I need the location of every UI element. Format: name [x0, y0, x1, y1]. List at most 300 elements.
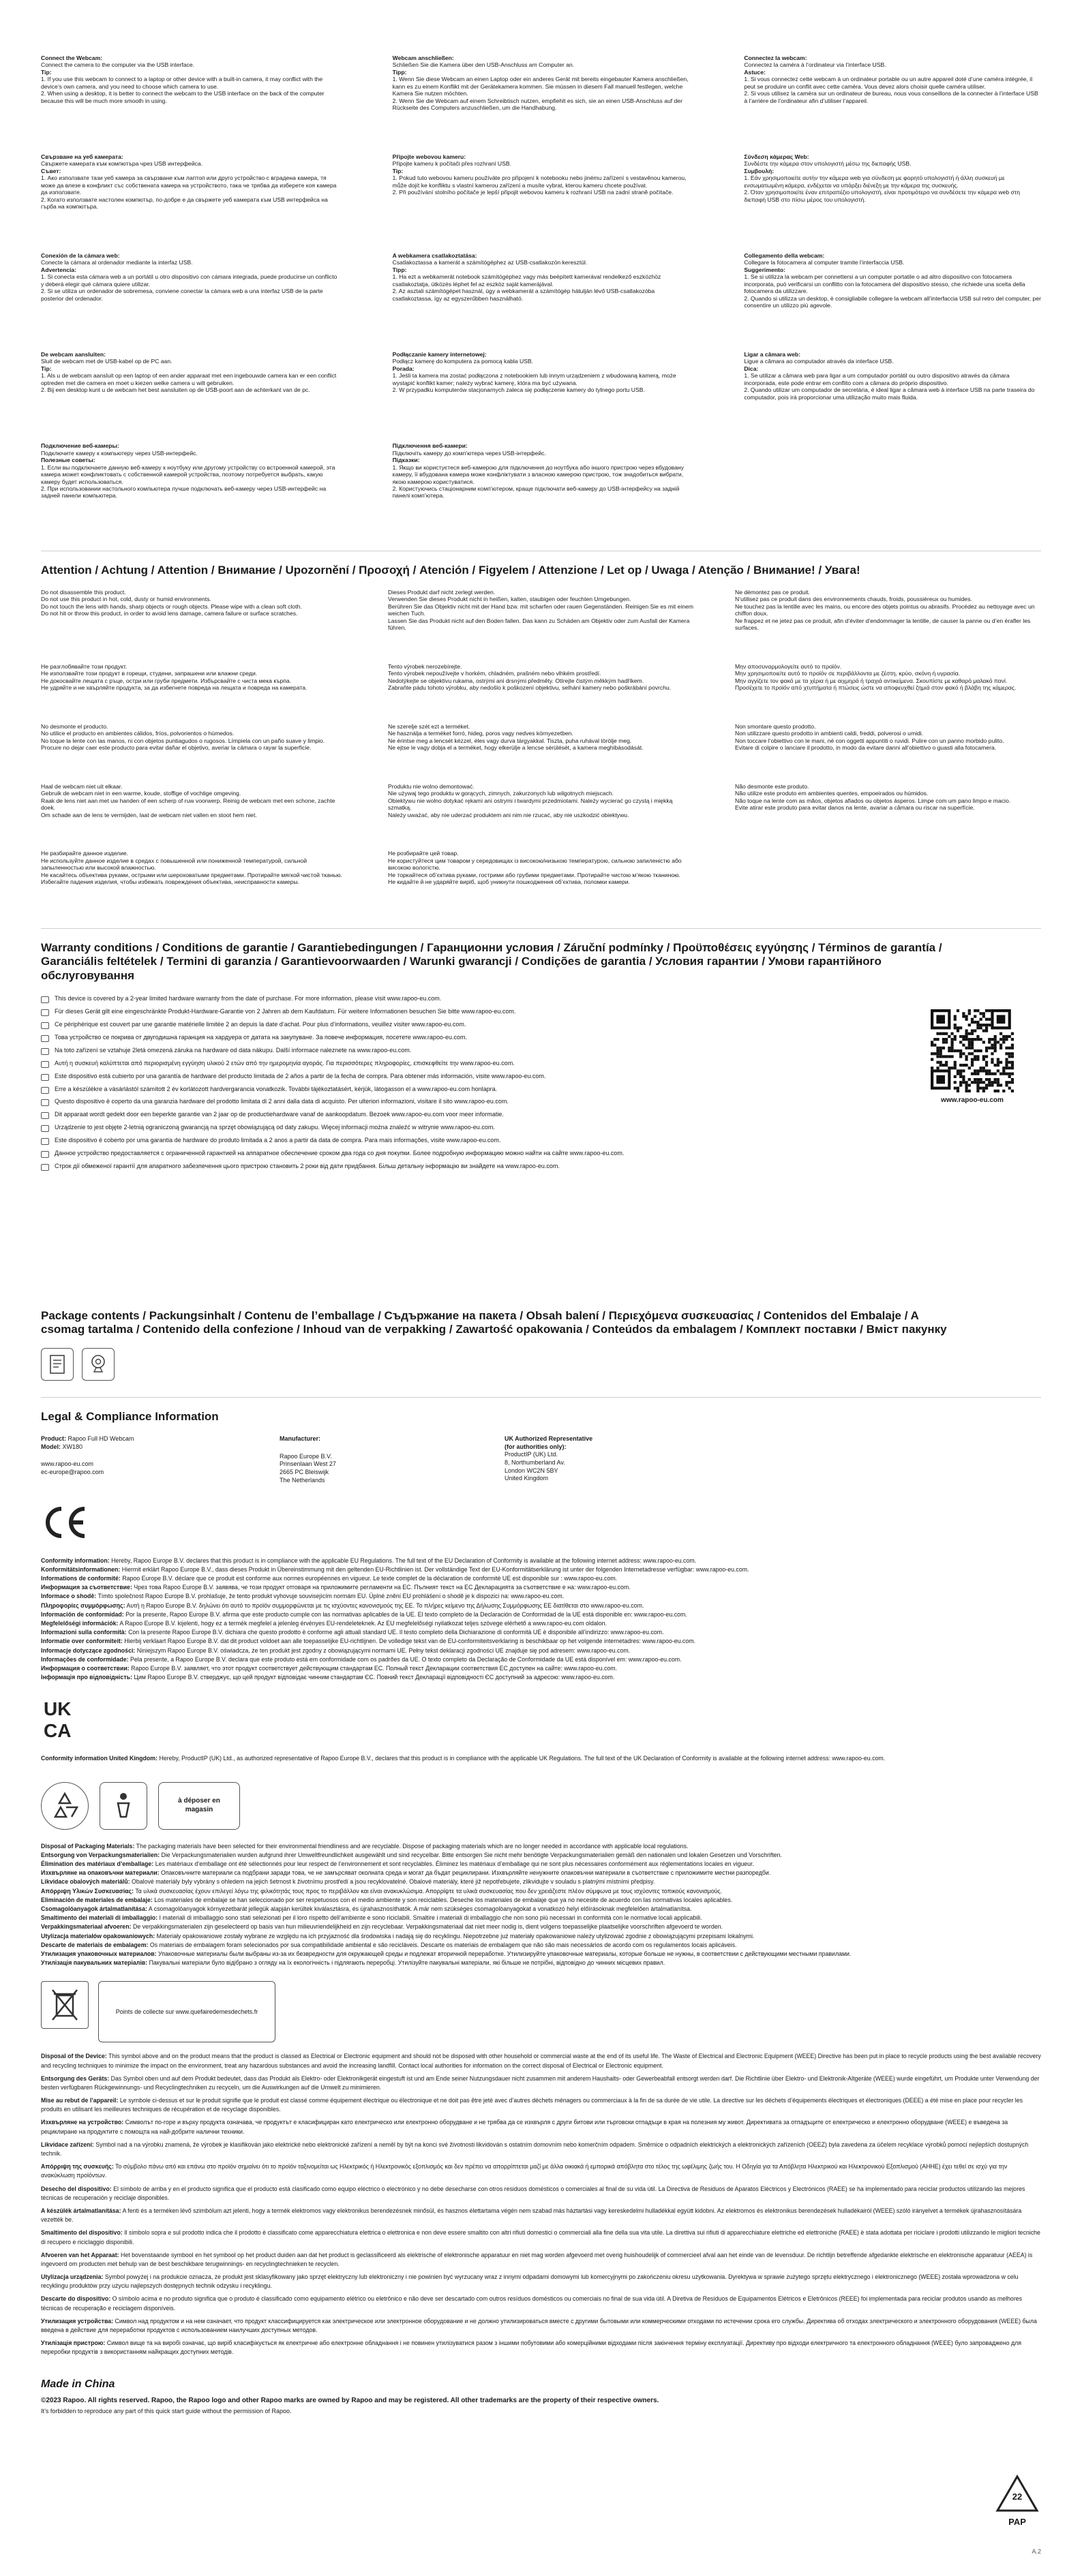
attention-block	[735, 723, 1041, 775]
conformity-lines	[41, 1557, 1041, 1683]
warranty-text: Este dispositivo é coberto por uma garantia de hardware do produto limitada a 2 anos a partir da data de compra. Para mais informações, visite www.rapoo-eu.com.	[55, 1137, 501, 1144]
block-heading: Conexión de la cámara web:	[41, 251, 120, 259]
block-line: Sluit de webcam met de USB-kabel op de PC aan.	[41, 358, 172, 365]
disposal-label: Descarte de materiais de embalagem:	[41, 1941, 149, 1948]
block-tip: 2. Si vous utilisez la caméra sur un ordinateur de bureau, nous vous conseillons de la connecter à l’interface USB à l’arrière de l’ordinateur afin d’utiliser l’appareil.	[744, 90, 1038, 104]
block-heading: Підключення веб-камери:	[392, 442, 468, 450]
disposal-text: Упаковочные материалы были выбраны из-за их безвредности для окружающей среды и подлежат вторичной переработке. Утилизируйте упаковочные материалы, которые больше не нужны, в соответствии с действующими местными правилами.	[158, 1950, 852, 1957]
attention-block	[388, 589, 694, 655]
warranty-text: Αυτή η συσκευή καλύπτεται από περιορισμένη εγγύηση υλικού 2 ετών από την ημερομηνία αγοράς. Για περισσότερες πληροφορίες, επισκεφθείτε την www.rapoo-eu.com.	[55, 1059, 515, 1067]
flag-icon	[41, 1022, 49, 1029]
disposal-paragraph-label: Desecho del dispositivo:	[41, 2185, 112, 2192]
ukca-mark-icon	[41, 1694, 89, 1742]
disposal-text: I materiali di imballaggio sono stati selezionati per il loro rispetto dell’ambiente e sono riciclabili. Smaltire i materiali di imballaggio che non sono più necessari in conformità con le normative locali applicabili.	[159, 1914, 702, 1922]
connect-block	[744, 351, 1041, 433]
attention-line: Non utilizzare questo prodotto in ambienti caldi, freddi, polverosi o umidi.	[735, 730, 924, 737]
uk-rep-sub: (for authorities only):	[505, 1443, 567, 1450]
attention-line: Dieses Produkt darf nicht zerlegt werden.	[388, 588, 496, 596]
attention-line: Tento výrobek nerozebírejte.	[388, 662, 462, 670]
disposal-paragraph-label: Утилизация устройства:	[41, 2317, 114, 2325]
disposal-paragraph-text: Символът по-горе и върху продукта означава, че продуктът е класифициран като електрическо или електронно оборудване и не трябва да се изхвърля с други битови или търговски отпадъци в края на полезния му живот. Директивата за отпадъците от електрическо и електронно оборудване (WEEE) е въведена за рециклиране на продуктите с помощта на най-добрите налични техники.	[41, 2119, 1008, 2135]
conformity-text: Hierbij verklaart Rapoo Europe B.V. dat dit product voldoet aan alle toepasselijke EU-richtlijnen. De volledige tekst van de EU-conformiteitsverklaring is beschikbaar op het volgende internetadres: www.rapoo-eu.com.	[124, 1638, 695, 1645]
block-tip: 2. Quando utilizar um computador de secretária, é ideal ligar a câmara web à interface USB na parte traseira do computador, pois irá proporcionar uma utilização muito mais fluida.	[744, 386, 1035, 401]
disposal-paragraph	[41, 2228, 1041, 2246]
conformity-label: Информация за съответствие:	[41, 1584, 132, 1591]
conformity-text: A Rapoo Europe B.V. kijelenti, hogy ez a termék megfelel a jelenleg érvényes EU-rendeleteknek. Az EU megfelelőségi nyilatkozat teljes szövege elérhető a www.rapoo-eu.com oldalon.	[119, 1619, 607, 1627]
pap-number: 22	[1012, 2491, 1023, 2502]
warranty-text: Строк дії обмеженої гарантії для апаратного забезпечення цього пристрою становить 2 роки від дати придбання. Більш детальну інформацію ви знайдете на www.rapoo-eu.com.	[55, 1163, 560, 1170]
attention-line: Zabraňte pádu tohoto výrobku, aby nedošlo k poškození objektivu, selhání kamery nebo poškrábání povrchu.	[388, 684, 672, 692]
conformity-line	[41, 1565, 1041, 1574]
divider	[41, 1397, 1041, 1398]
disposal-paragraph-label: Изхвърляне на устройство:	[41, 2119, 124, 2126]
conformity-text: Αυτή η Rapoo Europe B.V. δηλώνει ότι αυτό το προϊόν συμμορφώνεται με τις ισχύοντες κανονισμούς της ΕΕ. Το πλήρες κείμενο της Δήλωσης Συμμόρφωσης ΕΕ διατίθεται στο www.rapoo-eu.com.	[126, 1601, 644, 1609]
warranty-line	[41, 1046, 920, 1056]
attention-line: No utilice el producto en ambientes cálidos, fríos, polvorientos o húmedos.	[41, 730, 235, 737]
disposal-paragraph-text: O símbolo acima e no produto significa que o produto é classificado como equipamento elétrico ou eletrônico e não deve ser descartado com outros resíduos domésticos ou comerciais no final de sua vida útil. A Diretiva de Resíduos de Equipamentos Elétricos e Eletrônicos (REEE) foi implementada para reciclar produtos usando as melhores técnicas de recuperação e reciclagem disponíveis.	[41, 2295, 1023, 2312]
attention-line: Μην αποσυναρμολογείτε αυτό το προϊόν.	[735, 662, 842, 670]
triman-label: à déposer en magasin	[178, 1797, 220, 1813]
attention-line: Produktu nie wolno demontować.	[388, 782, 475, 790]
attention-line: Ne használja a terméket forró, hideg, poros vagy nedves környezetben.	[388, 730, 573, 737]
conformity-text: Hiermit erklärt Rapoo Europe B.V., dass dieses Produkt in Übereinstimmung mit den geltenden EU-Richtlinien ist. Der vollständige Text der EU-Konformitätserklärung ist unter der folgenden Internetadresse verfügbar: www.rapoo-eu.com.	[121, 1565, 749, 1573]
conformity-line	[41, 1628, 1041, 1637]
webcam-icon	[82, 1348, 115, 1381]
manufacturer-line: Rapoo Europe B.V.	[280, 1452, 332, 1460]
flag-icon	[41, 1035, 49, 1042]
conformity-text: Цим Rapoo Europe B.V. стверджує, що цей продукт відповідає чинним стандартам ЄС. Повний текст Декларації відповідності ЄС доступний за адресою: www.rapoo-eu.com.	[134, 1674, 615, 1681]
flag-icon	[41, 1048, 49, 1055]
disposal-label: Smaltimento dei materiali di imballaggio:	[41, 1914, 158, 1922]
attention-line: N’utilisez pas ce produit dans des environnements chauds, froids, poussiéreux ou humides.	[735, 596, 972, 603]
qr-code-icon	[931, 1009, 1014, 1092]
warranty-line	[41, 1162, 920, 1171]
disposal-line	[41, 1922, 1041, 1931]
disposal-line	[41, 1959, 1041, 1967]
conformity-line	[41, 1619, 1041, 1628]
disposal-paragraph-text: Il simbolo sopra e sul prodotto indica che il prodotto è classificato come apparecchiatura elettrica o elettronica e non deve essere smaltito con altri rifiuti domestici o commerciali alla fine della sua vita utile. La direttiva sui rifiuti di apparecchiature elettriche ed elettroniche (RAEE) è stata adottata per riciclare i prodotti utilizzando le migliori tecniche di recupero e riciclaggio disponibili.	[41, 2229, 1040, 2245]
attention-block	[735, 850, 1041, 909]
disposal-line	[41, 1860, 1041, 1869]
weee-collection-box	[98, 1981, 275, 2042]
block-tip: 1. Als u de webcam aansluit op een laptop of een ander apparaat met een ingebouwde camera kan er een conflict optreden met die camera en moet u kiezen welke camera u wilt gebruiken.	[41, 372, 337, 386]
attention-line: Ne frappez et ne jetez pas ce produit, afin d’éviter d’endommager la lentille, de causer la panne ou d’en érafler les surfaces.	[735, 617, 1031, 632]
warranty-title: Warranty conditions / Conditions de garantie / Garantiebedingungen / Гаранционни условия / Záruční podmínky / Προϋποθέσεις εγγύησης / Términos de garantía / Garanciális feltételek / Termini di garanzia / Garantievoorwaarden / Warunki gwarancji / Condições de garantia / Условия гарантии / Умови гарантійного обслуговування	[41, 940, 942, 983]
website-link[interactable]: www.rapoo-eu.com	[41, 1460, 94, 1468]
attention-line: Non toccare l’obiettivo con le mani, né con oggetti appuntiti o ruvidi. Pulire con un panno morbido pulito.	[735, 737, 1004, 744]
disposal-paragraph-text: Symbol nad a na výrobku znamená, že výrobek je klasifikován jako elektrické nebo elektronické zařízení a neměl by být na konci své životnosti likvidován s ostatním domovním nebo komerčním odpadem. Směrnice o odpadních elektrických a elektronických zařízeních (OEEZ) byla zavedena za účelem recyklace výrobků pomocí nejlepších dostupných technik.	[41, 2141, 1029, 2157]
block-tip: 1. If you use this webcam to connect to a laptop or other device with a built-in camera, it may conflict with the device’s own camera, and you need to choose which camera to use.	[41, 76, 323, 90]
attention-line: Не разглобявайте този продукт.	[41, 662, 127, 670]
disposal-line	[41, 1896, 1041, 1905]
warranty-text: Este dispositivo está cubierto por una garantía de hardware del producto limitada de 2 años a partir de la fecha de compra. Para obtener más información, visite www.rapoo-eu.com.	[55, 1072, 546, 1079]
product-info	[41, 1435, 259, 1484]
conformity-text: Hereby, Rapoo Europe B.V. declares that this product is in compliance with the applicable EU Regulations. The full text of the EU Declaration of Conformity is available at the following internet address: www.rapoo-eu.com.	[111, 1557, 697, 1564]
block-tip: 2. Quando si utilizza un desktop, è consigliabile collegare la webcam all’interfaccia USB sul retro del computer, per consentire un utilizzo più agevole.	[744, 294, 1041, 309]
weee-marks	[41, 1981, 1041, 2042]
block-heading: Connectez la webcam:	[744, 55, 807, 61]
disposal-paragraph-text: Символ вище та на виробі означає, що виріб класифікується як електричне або електронне обладнання і не повинен утилізуватися разом з іншими побутовими або комерційними відходами після закінчення терміну експлуатації. Директиву про відходи електричного та електронного обладнання (WEEE) було запроваджено для переробки продуктів з використанням найкращих доступних методів.	[41, 2340, 1022, 2356]
block-tip: 2. Bij een desktop kunt u de webcam het best aansluiten op de USB-poort aan de achterkant van de pc.	[41, 386, 310, 394]
disposal-text: Los materiales de embalaje se han seleccionado por ser respetuosos con el medio ambiente y son reciclables. Deseche los materiales de embalaje que ya no necesite de acuerdo con las normativas locales aplicables.	[154, 1896, 733, 1903]
block-tip: 1. Se utilizar a câmara web para ligar a um computador portátil ou outro dispositivo através da câmara incorporada, este pode entrar em conflito com a câmara do próprio dispositivo.	[744, 372, 1010, 386]
block-tip-label: Astuce:	[744, 68, 766, 76]
disposal-line	[41, 1869, 1041, 1877]
block-tip-label: Porada:	[392, 365, 415, 372]
warranty-line	[41, 1033, 920, 1043]
legal-title: Legal & Compliance Information	[41, 1410, 219, 1424]
disposal-paragraph	[41, 2339, 1041, 2357]
conformity-label: Megfelelőségi információk:	[41, 1619, 119, 1627]
attention-block	[735, 589, 1041, 655]
conformity-line	[41, 1655, 1041, 1664]
uk-rep-line: 8, Northumberland Av.	[505, 1459, 565, 1466]
disposal-paragraph-label: Entsorgung des Geräts:	[41, 2074, 110, 2082]
block-tip: 1. Jeśli ta kamera ma zostać podłączona z notebookiem lub innym urządzeniem z wbudowaną kamerą, może wystąpić konflikt kamer; należy wybrać kamerę, która ma być używana.	[392, 372, 676, 386]
block-heading: Připojte webovou kameru:	[392, 153, 466, 160]
disposal-label: Eliminación de materiales de embalaje:	[41, 1896, 153, 1903]
recycle-icon	[41, 1782, 89, 1830]
disposal-paragraph-label: Disposal of the Device:	[41, 2053, 107, 2060]
device-disposal-paragraphs	[41, 2052, 1041, 2357]
warranty-text: This device is covered by a 2-year limited hardware warranty from the date of purchase. For more information, please visit www.rapoo-eu.com.	[55, 994, 442, 1002]
disposal-label: Élimination des matériaux d’emballage:	[41, 1860, 154, 1868]
package-icons	[41, 1348, 1041, 1381]
attention-block	[735, 783, 1041, 842]
attention-line: Не используйте данное изделие в средах с повышенной или пониженной температурой, сильной запыленностью или высокой влажностью.	[41, 857, 307, 872]
disposal-label: Entsorgung von Verpackungsmaterialien:	[41, 1851, 160, 1858]
pap-recycle-icon	[993, 2474, 1041, 2528]
made-in: Made in China	[41, 2378, 115, 2390]
conformity-label: Informacje dotyczące zgodności:	[41, 1646, 136, 1654]
conformity-label: Информация о соответствии:	[41, 1664, 130, 1672]
attention-line: Не кидайте й не ударяйте виріб, щоб уникнути пошкодження об’єктива, поломки камери.	[388, 878, 631, 886]
attention-block	[41, 663, 347, 715]
sorting-icon	[100, 1782, 147, 1830]
conformity-label: Información de conformidad:	[41, 1610, 124, 1618]
conformity-line	[41, 1574, 1041, 1583]
conformity-text: Tímto společnost Rapoo Europe B.V. prohlašuje, že tento produkt vyhovuje souvisejícím normám EU. Úplné znění EU prohlášení o shodě je k dispozici na: www.rapoo-eu.com.	[97, 1593, 565, 1600]
disposal-text: Materiały opakowaniowe zostały wybrane ze względu na ich przyjazność dla środowiska i nadają się do recyklingu. Niepotrzebne już materiały opakowaniowe należy utylizować zgodnie z obowiązującymi przepisami lokalnymi.	[156, 1932, 755, 1939]
connect-block	[393, 351, 690, 433]
disposal-paragraph-text: Het bovenstaande symbool en het symbool op het product duiden aan dat het product is geclassificeerd als elektrische of elektronische apparatuur en niet mag worden afgevoerd met overig huishoudelijk of commercieel afval aan het einde van de levensduur. De richtlijn betreffende afgedankte elektrische en elektronische apparatuur (AEEA) is ingevoerd om producten met behulp van de best beschikbare terugwinnings- en recyclingtechnieken te recyclen.	[41, 2251, 1033, 2267]
disposal-paragraph	[41, 2074, 1041, 2092]
disposal-label: Verpakkingsmateriaal afvoeren:	[41, 1923, 132, 1931]
block-tip: 2. Při používání stolního počítače je lepší připojit webovou kameru k rozhraní USB na zadní straně počítače.	[392, 189, 674, 196]
attention-block	[41, 783, 347, 842]
warranty-text: Für dieses Gerät gilt eine eingeschränkte Produkt-Hardware-Garantie von 2 Jahren ab dem Kaufdatum. Für weitere Informationen besuchen Sie bitte www.rapoo-eu.com.	[55, 1007, 516, 1015]
model-label: Model:	[41, 1443, 61, 1450]
conformity-label: Konformitätsinformationen:	[41, 1565, 121, 1573]
disposal-paragraph	[41, 2207, 1041, 2224]
conformity-text: Rapoo Europe B.V. déclare que ce produit est conforme aux normes européennes en vigueur. Le texte complet de la déclaration de conformité UE est disponible sur : www.rapoo-eu.com.	[122, 1575, 618, 1582]
attention-line: Μην αγγίζετε τον φακό με τα χέρια ή με αιχμηρά ή τραχιά αντικείμενα. Σκουπίστε με καθαρό μαλακό πανί.	[735, 677, 1008, 684]
disposal-paragraph-text: Das Symbol oben und auf dem Produkt bedeutet, dass das Produkt als Elektro- oder Elektronikgerät eingestuft ist und am Ende seiner Nutzungsdauer nicht zusammen mit anderem Haushalts- oder Gewerbeabfall entsorgt werden darf. Die Richtlinie über Elektro- und Elektronik-Altgeräte (WEEE) wurde eingeführt, um Produkte unter Verwendung der besten verfügbaren Rückgewinnungs- und Recyclingtechniken zu recyceln, um die Auswirkungen auf die Umwelt zu minimieren.	[41, 2074, 1040, 2091]
uk-rep-line: London WC2N 5BY	[505, 1467, 558, 1474]
attention-line: Ne démontez pas ce produit.	[735, 588, 810, 596]
attention-line: Μην χρησιμοποιείτε αυτό το προϊόν σε περιβάλλοντα με ζέστη, κρύο, σκόνη ή υγρασία.	[735, 670, 961, 677]
disposal-paragraph	[41, 2096, 1041, 2114]
disposal-line	[41, 1877, 1041, 1886]
weee-collection-label: Points de collecte sur www.quefairedemesdechets.fr	[115, 2008, 258, 2015]
flag-icon	[41, 1112, 49, 1119]
conformity-line	[41, 1601, 1041, 1610]
disposal-label: Изхвърляне на опаковъчни материали:	[41, 1869, 160, 1877]
block-heading: Подключение веб-камеры:	[41, 442, 119, 450]
warranty-text: Questo dispositivo è coperto da una garanzia hardware del prodotto limitata di 2 anni dalla data di acquisto. Per ulteriori informazioni, visitare il sito www.rapoo-eu.com.	[55, 1098, 509, 1105]
attention-line: No desmonte el producto.	[41, 722, 108, 730]
product-value: Rapoo Full HD Webcam	[67, 1435, 134, 1442]
copyright: ©2023 Rapoo. All rights reserved. Rapoo, the Rapoo logo and other Rapoo marks are owned by Rapoo and may be registered. All other trademarks are the property of their respective owners.	[41, 2396, 659, 2404]
disposal-line	[41, 1851, 1041, 1860]
warranty-line	[41, 1097, 920, 1107]
connect-block	[41, 252, 338, 341]
model-value: XW180	[62, 1443, 83, 1450]
conformity-text: Niniejszym Rapoo Europe B.V. oświadcza, że ten produkt jest zgodny z obowiązującymi normami UE. Pełny tekst deklaracji zgodności UE znajduje się pod adresem: www.rapoo-eu.com.	[136, 1646, 631, 1654]
disposal-paragraph-text: A fenti és a terméken lévő szimbólum azt jelenti, hogy a termék elektromos vagy elektronikus berendezésnek minősül, és hasznos élettartama végén nem szabad más háztartási vagy kereskedelmi hulladékkal együtt kidobni. Az elektromos és elektronikus berendezések hulladékairól (WEEE) szóló irányelvet a termékek újrahasznosítására vezették be.	[41, 2207, 1022, 2224]
block-tip-label: Полезные советы:	[41, 457, 95, 464]
block-tip: 1. Se si utilizza la webcam per connettersi a un computer portatile o ad altro dispositivo con fotocamera incorporata, può verificarsi un conflitto con la fotocamera del dispositivo stesso, che richiede una scelta della fotocamera da utilizzare.	[744, 273, 1025, 295]
weee-bin-icon	[41, 1981, 89, 2029]
attention-line: Raak de lens niet aan met uw handen of een scherp of ruw voorwerp. Reinig de webcam met een schone, zachte doek.	[41, 797, 335, 812]
attention-block	[41, 589, 347, 655]
disposal-paragraph-text: Το σύμβολο πάνω από και επάνω στο προϊόν σημαίνει ότι το προϊόν ταξινομείται ως Ηλεκτρικός ή Ηλεκτρονικός εξοπλισμός και δεν πρέπει να απορρίπτεται μαζί με άλλα οικιακά ή εμπορικά απόβλητα στο τέλος της ωφέλιμης ζωής του. Η Οδηγία για τα Απόβλητα Ηλεκτρικού και Ηλεκτρονικού Εξοπλισμού (ΑΗΗΕ) έχει τεθεί σε ισχύ για την ανακύκλωση προϊόντων.	[41, 2163, 1008, 2179]
version: A.2	[1032, 2547, 1041, 2555]
warranty-lines	[41, 994, 920, 1171]
flag-icon	[41, 996, 49, 1003]
ce-mark-icon	[41, 1505, 89, 1540]
attention-line: Nie używaj tego produktu w gorących, zimnych, zakurzonych lub wilgotnych miejscach.	[388, 790, 614, 797]
conformity-line	[41, 1557, 1041, 1565]
connect-block	[744, 153, 1041, 243]
uk-conformity	[41, 1754, 1041, 1763]
email-link[interactable]: ec-europe@rapoo.com	[41, 1469, 104, 1475]
block-heading: Свързване на уеб камерата:	[41, 153, 123, 160]
block-tip-label: Tipp:	[392, 68, 407, 76]
block-heading: Webcam anschließen:	[392, 55, 454, 61]
disposal-paragraph-label: Utylizacja urządzenia:	[41, 2273, 104, 2281]
svg-text:UK: UK	[44, 1698, 72, 1720]
block-tip-label: Tip:	[41, 365, 52, 372]
attention-line: Não toque na lente com as mãos, objetos afiados ou objetos ásperos. Limpe com um pano limpo e macio.	[735, 797, 1011, 804]
block-line: Συνδέστε την κάμερα στον υπολογιστή μέσω της διεπαφής USB.	[744, 160, 912, 168]
attention-line: No toque la lente con las manos, ni con objetos puntiagudos o rugosos. Límpiela con un paño suave y limpio.	[41, 737, 325, 744]
block-tip: 1. Si conecta esta cámara web a un portátil u otro dispositivo con cámara integrada, puede producirse un conflicto y deberá elegir qué cámara quiere utilizar.	[41, 273, 337, 288]
attention-line: Berühren Sie das Objektiv nicht mit der Hand bzw. mit scharfen oder rauen Gegenständen. Reinigen Sie es mit einem weichen Tuch.	[388, 602, 694, 617]
attention-line: Не торкайтеся об’єктива руками, гострими або грубими предметами. Протирайте чистою м’якою тканиною.	[388, 871, 680, 878]
disposal-paragraph	[41, 2317, 1041, 2335]
block-tip: 2. При использовании настольного компьютера лучше подключать веб-камеру через USB-интерфейс на задней панели компьютера.	[41, 485, 327, 500]
conformity-label: Πληροφορίες συμμόρφωσης:	[41, 1601, 125, 1609]
block-tip: 1. Pokud tuto webovou kameru používáte pro připojení k notebooku nebo jinému zařízení s vestavěnou kamerou, může dojít ke konfliktu s vlastní kamerou zařízení a musíte vybrat, kterou kameru chcete používat.	[392, 174, 687, 189]
triman-box	[158, 1782, 240, 1830]
conformity-text: Чрез това Rapoo Europe B.V. заявява, че този продукт отговаря на приложимите регламенти на ЕС. Пълният текст на ЕС Декларацията за съответствие е на: www.rapoo-eu.com.	[134, 1584, 631, 1591]
manufacturer-line: Prinsenlaan West 27	[280, 1460, 336, 1468]
block-tip-label: Advertencia:	[41, 266, 77, 273]
attention-title: Attention / Achtung / Attention / Внимание / Upozornění / Προσοχή / Atención / Figyelem / Attenzione / Let op / Uwaga / Atenção / Внимание! / Увага!	[41, 564, 860, 577]
block-line: Csatlakoztassa a kamerát a számítógéphez az USB-csatlakozón keresztül.	[392, 259, 588, 266]
conformity-text: Pela presente, a Rapoo Europe B.V. declara que este produto está em conformidade com os padrões da UE. O texto completo da Declaração de Conformidade da UE está disponível em: www.rapoo-eu.com.	[130, 1655, 682, 1663]
flag-icon	[41, 1138, 49, 1145]
attention-line: Ne touchez pas la lentille avec les mains, ou encore des objets pointus ou abrasifs. Procédez au nettoyage avec un chiffon doux.	[735, 602, 1035, 617]
disposal-text: Τα υλικά συσκευασίας έχουν επιλεγεί λόγω της φιλικότητάς τους προς το περιβάλλον και είναι ανακυκλώσιμα. Απορρίψτε τα υλικά συσκευασίας που δεν χρειάζεστε πλέον σύμφωνα με τους ισχύοντες τοπικούς κανονισμούς.	[135, 1887, 723, 1895]
block-tip-label: Tip:	[392, 167, 404, 174]
disposal-line	[41, 1941, 1041, 1950]
warranty-line	[41, 1020, 920, 1030]
uk-representative-info	[505, 1435, 723, 1484]
warranty-line	[41, 1085, 920, 1094]
conformity-line	[41, 1664, 1041, 1673]
block-line: Підключіть камеру до комп’ютера через USB-інтерфейс.	[392, 449, 546, 457]
flag-icon	[41, 1009, 49, 1016]
disposal-paragraph-label: Απόρριψη της συσκευής:	[41, 2163, 114, 2171]
attention-block	[735, 663, 1041, 715]
attention-line: Не докосвайте лещата с ръце, остри или груби предмети. Избърсвайте с чиста мека кърпа.	[41, 677, 292, 684]
warranty-text: Това устройство се покрива от двугодишна гаранция на хардуера от датата на закупуване. За повече информация, посетете www.rapoo-eu.com.	[55, 1033, 467, 1041]
disposal-paragraph	[41, 2118, 1041, 2136]
block-tip: 2. Az asztali számítógépet használ, úgy a webkamerát a számítógép hátulján lévő USB-csatlakozóba csatlakoztassa, így az egyszerűbben használható.	[392, 288, 655, 302]
attention-line: Om schade aan de lens te vermijden, laat de webcam niet vallen en stoot hem niet.	[41, 811, 257, 818]
manufacturer-line: 2665 PC Bleiswijk	[280, 1469, 329, 1475]
block-tip: 1. Ако използвате тази уеб камера за свързване към лаптоп или друго устройство с вградена камера, тя може да влезе в конфликт със собствената камера на устройството, така че трябва да изберете коя камера да използвате.	[41, 174, 337, 196]
block-tip: 1. Εάν χρησιμοποιείτε αυτήν την κάμερα web για σύνδεση με φορητό υπολογιστή ή άλλη συσκευή με ενσωματωμένη κάμερα, ενδέχεται να υπάρξει διένεξη με την κάμερα της συσκευής.	[744, 174, 1005, 189]
disposal-text: Die Verpackungsmaterialien wurden aufgrund ihrer Umweltfreundlichkeit ausgewählt und sind recycelbar. Bitte entsorgen Sie nicht mehr benötigte Verpackungsmaterialien gemäß den nationalen und lokalen Gesetzen und Vorschriften.	[161, 1851, 783, 1858]
block-heading: Σύνδεση κάμερας Web:	[744, 153, 809, 160]
block-line: Schließen Sie die Kamera über den USB-Anschluss am Computer an.	[392, 61, 575, 69]
warranty-line	[41, 1072, 920, 1082]
conformity-label: Informations de conformité:	[41, 1575, 121, 1582]
uk-conformity-text: Hereby, ProductIP (UK) Ltd., as authorized representative of Rapoo Europe B.V., declares that this product is in compliance with the applicable UK Regulations. The full text of the UK Declaration of Conformity is available at the following internet address: www.rapoo-eu.com.	[159, 1754, 886, 1762]
disposal-line	[41, 1905, 1041, 1914]
attention-line: Procure no dejar caer este producto para evitar dañar el objetivo, averiar la cámara o rayar la superficie.	[41, 744, 312, 752]
block-tip: 1. Если вы подключаете данную веб-камеру к ноутбуку или другому устройству со встроенной камерой, эта камера может конфликтовать с собственной камерой устройства, поэтому потребуется выбрать, какую камеру будет использоваться.	[41, 463, 335, 485]
attention-line: Προσέχετε το προϊόν από χτυπήματα ή πτώσεις ώστε να αποφευχθεί ζημιά στον φακό ή βλάβη της κάμερας.	[735, 684, 1017, 692]
block-tip-label: Tipp:	[392, 266, 407, 273]
disposal-label: Утилізація пакувальних матеріалів:	[41, 1959, 148, 1967]
disposal-paragraph-label: Утилізація пристрою:	[41, 2340, 106, 2347]
quick-guide-icon	[41, 1348, 74, 1381]
attention-line: Не користуйтеся цим товаром у середовищах із високою/низькою температурою, сильною запиленістю або високою вологістю.	[388, 857, 682, 872]
attention-line: Tento výrobek nepoužívejte v horkém, chladném, prašném nebo vlhkém prostředí.	[388, 670, 601, 677]
recycling-marks	[41, 1782, 1041, 1830]
attention-line: Не касайтесь объектива руками, острыми или шероховатыми предметами. Протирайте мягкой чистой тканью.	[41, 871, 343, 878]
block-tip: 2. W przypadku komputerów stacjonarnych zaleca się podłączenie kamery do tylnego portu USB.	[392, 386, 645, 394]
connect-block	[393, 153, 690, 243]
block-line: Conecte la cámara al ordenador mediante la interfaz USB.	[41, 259, 193, 266]
attention-line: Do not touch the lens with hands, sharp objects or rough objects. Please wipe with a clean soft cloth.	[41, 602, 302, 610]
warranty-line	[41, 1149, 920, 1159]
uk-rep-label: UK Authorized Representative	[505, 1435, 593, 1442]
disposal-line	[41, 1932, 1041, 1941]
attention-line: Ne érintse meg a lencsét kézzel, éles vagy durva tárgyakkal. Tiszta, puha ruhával törölje meg.	[388, 737, 632, 744]
divider	[41, 928, 1041, 929]
product-label: Product:	[41, 1435, 66, 1442]
connect-block	[41, 442, 338, 532]
connect-webcam-instructions	[41, 55, 1041, 532]
disposal-line	[41, 1842, 1041, 1851]
flag-icon	[41, 1164, 49, 1171]
uk-conformity-label: Conformity information United Kingdom:	[41, 1754, 158, 1762]
block-line: Connect the camera to the computer via the USB interface.	[41, 61, 194, 69]
conformity-label: Informações de conformidade:	[41, 1655, 129, 1663]
disposal-text: Os materiais de embalagem foram selecionados por sua compatibilidade ambiental e são recicláveis. Descarte os materiais de embalagem que não são mais necessários de acordo com os regulamentos locais aplicáveis.	[149, 1941, 737, 1948]
block-tip-label: Съвет:	[41, 167, 61, 174]
block-line: Podłącz kamerę do komputera za pomocą kabla USB.	[392, 358, 534, 365]
conformity-line	[41, 1610, 1041, 1619]
disposal-paragraph	[41, 2295, 1041, 2312]
disposal-line	[41, 1914, 1041, 1922]
attention-line: Não utilize este produto em ambientes quentes, empoeirados ou húmidos.	[735, 790, 929, 797]
disposal-paragraph	[41, 2185, 1041, 2203]
block-tip: 1. Ha ezt a webkamerát notebook számítógéphez vagy más beépített kamerával rendelkező eszközhöz csatlakoztatja, ütközés léphet fel az eszköz saját kamerájával.	[392, 273, 661, 288]
legal-info	[41, 1435, 1041, 1484]
disposal-label: Утилизация упаковочных материалов:	[41, 1950, 157, 1957]
disposal-label: Utylizacja materiałów opakowaniowych:	[41, 1932, 155, 1939]
warranty-text: Dit apparaat wordt gedekt door een beperkte garantie van 2 jaar op de productiehardware vanaf de aankoopdatum. Bezoek www.rapoo-eu.com voor meer informatie.	[55, 1111, 504, 1118]
block-tip: 2. Wenn Sie die Webcam auf einem Schreibtisch nutzen, empfiehlt es sich, sie an einen USB-Anschluss auf der Rückseite des Computers anzuschließen, um die Handhabung.	[392, 97, 682, 112]
connect-block	[393, 252, 690, 341]
flag-icon	[41, 1125, 49, 1132]
conformity-line	[41, 1592, 1041, 1601]
flag-icon	[41, 1061, 49, 1068]
conformity-text: Por la presente, Rapoo Europe B.V. afirma que este producto cumple con las normativas aplicables de la UE. El texto completo de la Declaración de Conformidad de la UE está disponible en: www.rapoo-eu.com.	[125, 1610, 687, 1618]
disposal-text: The packaging materials have been selected for their environmental friendliness and are recyclable. Dispose of packaging materials which are no longer needed in accordance with applicable local regulations.	[136, 1842, 689, 1850]
block-line: Подключите камеру к компьютеру через USB-интерфейс.	[41, 449, 198, 457]
block-tip: 1. Якщо ви користуєтеся веб-камерою для підключення до ноутбука або іншого пристрою через вбудовану камеру, її вбудована камера може конфліктувати з власною камерою пристрою, тож знадобиться вибрати, якою камерою користуватися.	[392, 463, 684, 485]
connect-block	[744, 442, 1041, 532]
packaging-disposal-lines	[41, 1842, 1041, 1968]
disposal-paragraph-text: This symbol above and on the product means that the product is classed as Electrical or Electronic equipment and should not be disposed with other household or commercial waste at the end of its useful life. The Waste of Electrical and Electronic Equipment (WEEE) Directive has been put in place to recycle products using the best available recovery and recycling techniques to minimize the impact on the environment, treat any hazardous substances and avoid the increasing landfill. Contact local authorities for information on the correct disposal of Electrical or Electronic equipment.	[41, 2053, 1041, 2069]
disposal-label: Απόρριψη Υλικών Συσκευασίας:	[41, 1887, 134, 1895]
attention-line: Não desmonte este produto.	[735, 782, 809, 790]
block-tip: 2. Користуючись стаціонарним комп’ютером, краще підключати веб-камеру до USB-інтерфейсу на задній панелі комп’ютера.	[392, 485, 680, 500]
disposal-text: Les matériaux d’emballage ont été sélectionnés pour leur respect de l’environnement et sont recyclables. Éliminez les matériaux d’emballage qui ne sont plus nécessaires conformément aux réglementations locales en vigueur.	[155, 1860, 754, 1868]
attention-line: Evitare di colpire o lanciare il prodotto, in modo da evitare danni all’obiettivo o guasti alla fotocamera.	[735, 744, 997, 752]
warranty-line	[41, 1007, 920, 1017]
attention-line: Evite atirar este produto para evitar danos na lente, avariar a câmara ou riscar na superfície.	[735, 804, 975, 812]
disposal-paragraph	[41, 2052, 1041, 2070]
block-line: Collegare la fotocamera al computer tramite l’interfaccia USB.	[744, 259, 905, 266]
disposal-paragraph-label: Mise au rebut de l’appareil:	[41, 2097, 119, 2104]
attention-block	[388, 723, 694, 775]
flag-icon	[41, 1074, 49, 1081]
disposal-paragraph	[41, 2162, 1041, 2180]
connect-block	[41, 153, 338, 243]
conformity-label: Informatie over conformiteit:	[41, 1638, 123, 1645]
warranty-line	[41, 1059, 920, 1069]
attention-line: Не разбирайте данное изделие.	[41, 850, 129, 857]
block-line: Свържете камерата към компютъра чрез USB интерфейса.	[41, 160, 203, 168]
warranty-text: Na toto zařízení se vztahuje 2letá omezená záruka na hardware od data nákupu. Další informace naleznete na www.rapoo-eu.com.	[55, 1046, 412, 1054]
conformity-label: Інформація про відповідність:	[41, 1674, 133, 1681]
attention-warnings	[41, 589, 1041, 909]
disposal-label: Csomagolóanyagok ártalmatlanítása:	[41, 1905, 147, 1912]
attention-line: Не удряйте и не хвърляйте продукта, за да избегнете повреда на лещата и повреда на камерата.	[41, 684, 307, 692]
block-line: Připojte kameru k počítači přes rozhraní USB.	[392, 160, 511, 168]
disposal-paragraph-text: Le symbole ci-dessus et sur le produit signifie que le produit est classé comme équipement électrique ou électronique et ne doit pas être jeté avec d’autres déchets ménagers ou commerciaux à la fin de sa durée de vie utile. La directive sur les déchets d’équipements électriques et électroniques (DEEE) a été mise en place pour recycler les produits en utilisant les meilleures techniques de récupération et de recyclage disponibles.	[41, 2097, 1023, 2113]
disposal-label: Likvidace obalových materiálů:	[41, 1878, 130, 1886]
connect-block	[393, 442, 690, 532]
attention-line: Ne ejtse le vagy dobja el a terméket, hogy elkerülje a lencse sérülését, a kamera meghibásodását.	[388, 744, 644, 752]
block-tip: 2. Όταν χρησιμοποιείτε έναν επιτραπέζιο υπολογιστή, είναι προτιμότερο να συνδέσετε την κάμερα web στη διεπαφή USB στο πίσω μέρος του υπολογιστή.	[744, 189, 1020, 203]
block-tip: 1. Wenn Sie diese Webcam an einen Laptop oder ein anderes Gerät mit bereits eingebauter Kamera anschließen, kann es zu einem Konflikt mit der Gerätekamera kommen. Sie müssen in diesem Fall manuell festlegen, welche Kamera Sie nutzen möchten.	[392, 76, 689, 97]
disposal-paragraph-label: A készülék ártalmatlanítása:	[41, 2207, 121, 2214]
conformity-text: Rapoo Europe B.V. заявляет, что этот продукт соответствует действующим стандартам ЕС. Полный текст Декларации соответствия ЕС доступен на сайте: www.rapoo-eu.com.	[131, 1664, 618, 1672]
manufacturer-label: Manufacturer:	[280, 1435, 321, 1442]
attention-line: Gebruik de webcam niet in een warme, koude, stoffige of vochtige omgeving.	[41, 790, 241, 797]
block-heading: Collegamento della webcam:	[744, 251, 825, 259]
disposal-paragraph-text: El símbolo de arriba y en el producto significa que el producto está clasificado como equipo eléctrico o electrónico y no debe desecharse con otros residuos domésticos o comerciales al final de su vida útil. La Directiva de Residuos de Aparatos Eléctricos y Electrónicos (RAEE) se ha implementado para reciclar productos utilizando las mejores técnicas de recuperación y reciclaje disponibles.	[41, 2185, 1025, 2201]
